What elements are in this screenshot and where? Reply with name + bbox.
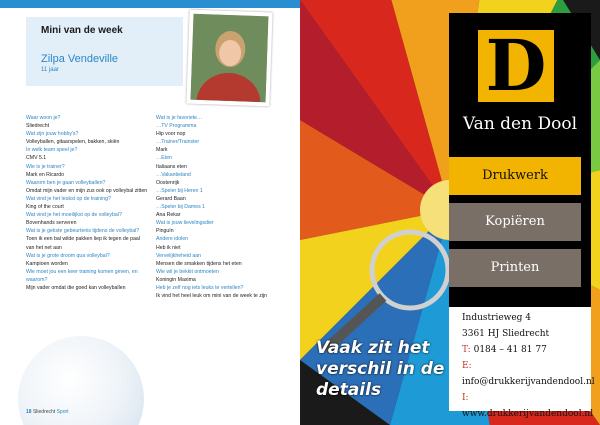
address-phone bbox=[462, 342, 600, 358]
qa-item bbox=[156, 154, 274, 170]
footer-label: Sliedrecht bbox=[32, 409, 56, 415]
service-drukwerk: Drukwerk bbox=[449, 157, 581, 195]
qa-column-1 bbox=[26, 114, 148, 292]
address-email[interactable] bbox=[462, 358, 600, 390]
answer: King of the court bbox=[26, 204, 64, 211]
answer: Bovenhands serveren bbox=[26, 220, 77, 227]
top-accent-bar bbox=[0, 0, 300, 8]
address-city: 3361 HJ Sliedrecht bbox=[462, 329, 550, 339]
service-kopieren: Kopiëren bbox=[449, 203, 581, 241]
qa-item bbox=[156, 268, 274, 284]
question: …Speler bij Heren 1 bbox=[156, 187, 203, 194]
qa-item bbox=[156, 219, 274, 235]
player-photo bbox=[186, 10, 272, 107]
question: Wie moet jou een keer training komen geven, en waarom? bbox=[26, 268, 138, 283]
photo-image bbox=[191, 14, 269, 103]
qa-item bbox=[156, 203, 274, 219]
question: Wat vind je het leukst op de training? bbox=[26, 195, 111, 202]
email-key: E: bbox=[462, 361, 472, 371]
question: …Trainer/Trainster bbox=[156, 139, 200, 146]
qa-item bbox=[26, 163, 148, 179]
question: …Vakantieland bbox=[156, 171, 191, 178]
qa-item bbox=[156, 114, 274, 122]
answer: Mark en Ricardo bbox=[26, 171, 65, 178]
qa-item bbox=[26, 146, 148, 162]
question: Wat is je favoriete… bbox=[156, 115, 203, 121]
qa-item bbox=[26, 195, 148, 211]
answer: Oostenrijk bbox=[156, 179, 180, 186]
answer: Hip voor nop bbox=[156, 131, 186, 138]
qa-item bbox=[26, 130, 148, 146]
question: Wat vind je het moeilijkst op de volleybal? bbox=[26, 212, 122, 219]
answer: Mark bbox=[156, 147, 168, 154]
question: Wat is je grote droom qua volleybal? bbox=[26, 252, 110, 259]
answer: Omdat mijn vader en mijn zus ook op volleybal zitten bbox=[26, 187, 148, 194]
portrait-icon bbox=[191, 14, 269, 103]
answer: Pinguïn bbox=[156, 228, 174, 235]
question: Waar woon je? bbox=[26, 115, 61, 121]
answer: Mijn vader omdat die goed kan volleyballen bbox=[26, 284, 126, 291]
answer: Mensen die smakken tijdens het eten bbox=[156, 260, 242, 267]
qa-item bbox=[156, 235, 274, 251]
phone-key: T: bbox=[462, 345, 471, 355]
question: …Eten bbox=[156, 155, 172, 162]
answer: Kampioen worden bbox=[26, 260, 68, 267]
answer: Sliedrecht bbox=[26, 123, 50, 130]
qa-item bbox=[26, 227, 148, 251]
question: Wat zijn jouw hobby's? bbox=[26, 131, 79, 138]
qa-item bbox=[26, 179, 148, 195]
slogan: Vaak zit het verschil in de details bbox=[316, 338, 445, 400]
company-name: Van den Dool bbox=[462, 114, 578, 134]
address-block bbox=[462, 310, 600, 422]
qa-item bbox=[156, 252, 274, 268]
page-footer bbox=[26, 409, 69, 415]
question: …Speler bij Dames 1 bbox=[156, 204, 206, 211]
answer: Italiaans eten bbox=[156, 163, 187, 170]
phone-value: 0184 – 41 81 77 bbox=[473, 345, 547, 355]
question: Waarom ben je gaan volleyballen? bbox=[26, 179, 106, 186]
qa-item bbox=[156, 138, 274, 154]
question: Vervelijkheheid aan bbox=[156, 252, 201, 259]
logo-mark: D bbox=[478, 30, 554, 102]
answer: Gerard Baan bbox=[156, 195, 186, 202]
question: Wie wil je bekkit ontmoeten bbox=[156, 268, 219, 275]
qa-item bbox=[26, 252, 148, 268]
service-printen: Printen bbox=[449, 249, 581, 287]
question: Wat is jouw lievelingsdier bbox=[156, 220, 214, 227]
email-value[interactable]: info@drukkerijvandendool.nl bbox=[462, 377, 595, 387]
address-web[interactable] bbox=[462, 390, 600, 422]
section-title: Mini van de week bbox=[41, 25, 123, 36]
qa-item bbox=[26, 114, 148, 130]
answer: Ik vind het heel leuk om mini van de week te zijn bbox=[156, 293, 268, 300]
qa-item bbox=[26, 268, 148, 292]
answer: Heb ik niet bbox=[156, 244, 181, 251]
qa-item bbox=[156, 187, 274, 203]
page-number: 18 bbox=[26, 409, 32, 415]
address-street: Industrieweg 4 bbox=[462, 313, 532, 323]
question: …TV Programma bbox=[156, 123, 197, 130]
player-age: 11 jaar bbox=[41, 67, 59, 73]
qa-item bbox=[156, 171, 274, 187]
footer-label-sport: Sport bbox=[56, 409, 69, 415]
question: Wie is je trainer? bbox=[26, 163, 65, 170]
question: Andere idolen bbox=[156, 236, 189, 243]
answer: Toen ik een bal wilde pakken liep ik tegen de paal van het net aan bbox=[26, 236, 140, 251]
question: Wat is je gekste gebeurtenis tijdens de volleybal? bbox=[26, 228, 140, 235]
qa-item bbox=[26, 211, 148, 227]
qa-item bbox=[156, 284, 274, 300]
player-name: Zilpa Vendeville bbox=[41, 53, 119, 65]
question: In welk team speel je? bbox=[26, 147, 78, 154]
question: Heb je zelf nog iets leuks te vertellen? bbox=[156, 284, 244, 291]
answer: CMV 5.1 bbox=[26, 155, 47, 162]
answer: Volleyballen, gitaarspelen, bakken, skiën bbox=[26, 139, 120, 146]
web-key: I: bbox=[462, 393, 469, 403]
qa-column-2 bbox=[156, 114, 274, 300]
web-value[interactable]: www.drukkerijvandendool.nl bbox=[462, 409, 594, 419]
answer: Ana Rekar bbox=[156, 212, 181, 219]
answer: Koningin Maxima bbox=[156, 276, 196, 283]
qa-item bbox=[156, 122, 274, 138]
